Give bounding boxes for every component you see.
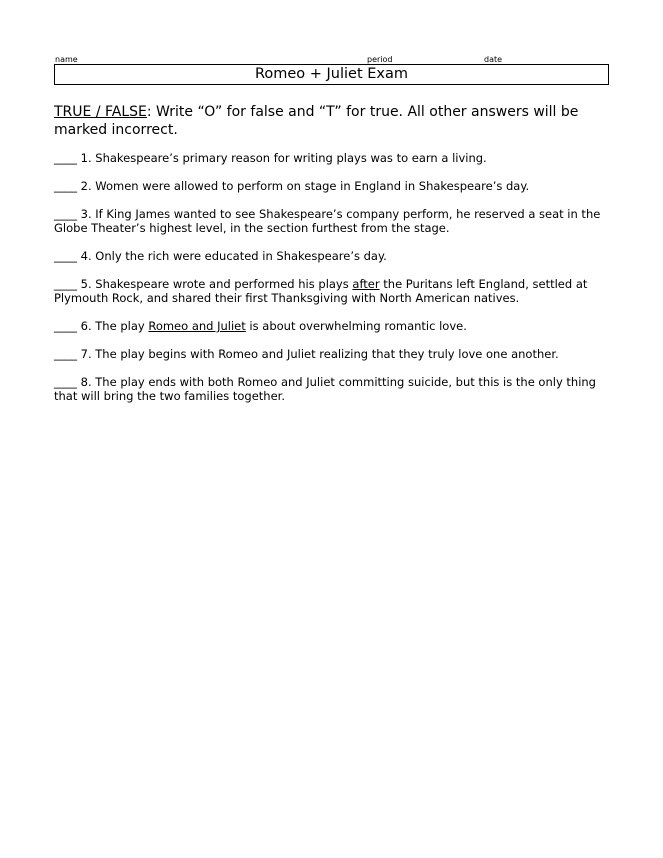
question-4: [54, 249, 609, 263]
instructions-text: : Write “O” for false and “T” for true. All other answers will be marked incorrect.: [54, 104, 579, 138]
date-label: date: [484, 55, 503, 64]
question-7: [54, 347, 609, 361]
exam-title-box: [54, 64, 609, 85]
question-text: 4. Only the rich were educated in Shakespeare’s day.: [77, 249, 387, 263]
question-3: [54, 207, 609, 235]
question-5: [54, 277, 609, 305]
question-text: 5. Shakespeare wrote and performed his plays: [77, 277, 353, 291]
question-2: [54, 179, 609, 193]
answer-blank[interactable]: ____: [54, 319, 77, 333]
section-heading: TRUE / FALSE: [54, 104, 147, 120]
question-text: 6. The play: [77, 319, 149, 333]
exam-title: Romeo + Juliet Exam: [254, 66, 409, 82]
exam-page: [54, 50, 609, 417]
question-text-end: the Puritans left England, settled at Plymouth Rock, and shared their first Thanksgiving with North American natives.: [54, 277, 588, 305]
question-text: 8. The play ends with both Romeo and Juliet committing suicide, but this is the only thing that will bring the two families together.: [54, 375, 596, 403]
question-6: [54, 319, 609, 333]
answer-blank[interactable]: ____: [54, 151, 77, 165]
question-text: 1. Shakespeare’s primary reason for writing plays was to earn a living.: [77, 151, 487, 165]
underlined-word: after: [352, 277, 380, 291]
answer-blank[interactable]: ____: [54, 179, 77, 193]
question-text: 3. If King James wanted to see Shakespeare’s company perform, he reserved a seat in the Globe Theater’s highest level, in the section furthest from the stage.: [54, 207, 601, 235]
instructions: [54, 103, 609, 139]
question-text-end: is about overwhelming romantic love.: [245, 319, 467, 333]
question-list: [54, 151, 609, 403]
period-label: period: [367, 55, 393, 64]
header-labels: [54, 50, 609, 64]
question-text: 2. Women were allowed to perform on stage in England in Shakespeare’s day.: [77, 179, 530, 193]
question-1: [54, 151, 609, 165]
answer-blank[interactable]: ____: [54, 277, 77, 291]
answer-blank[interactable]: ____: [54, 347, 77, 361]
question-8: [54, 375, 609, 403]
answer-blank[interactable]: ____: [54, 375, 77, 389]
play-title: Romeo and Juliet: [148, 319, 246, 333]
answer-blank[interactable]: ____: [54, 249, 77, 263]
answer-blank[interactable]: ____: [54, 207, 77, 221]
name-label: name: [55, 55, 78, 64]
question-text: 7. The play begins with Romeo and Juliet realizing that they truly love one another.: [77, 347, 559, 361]
